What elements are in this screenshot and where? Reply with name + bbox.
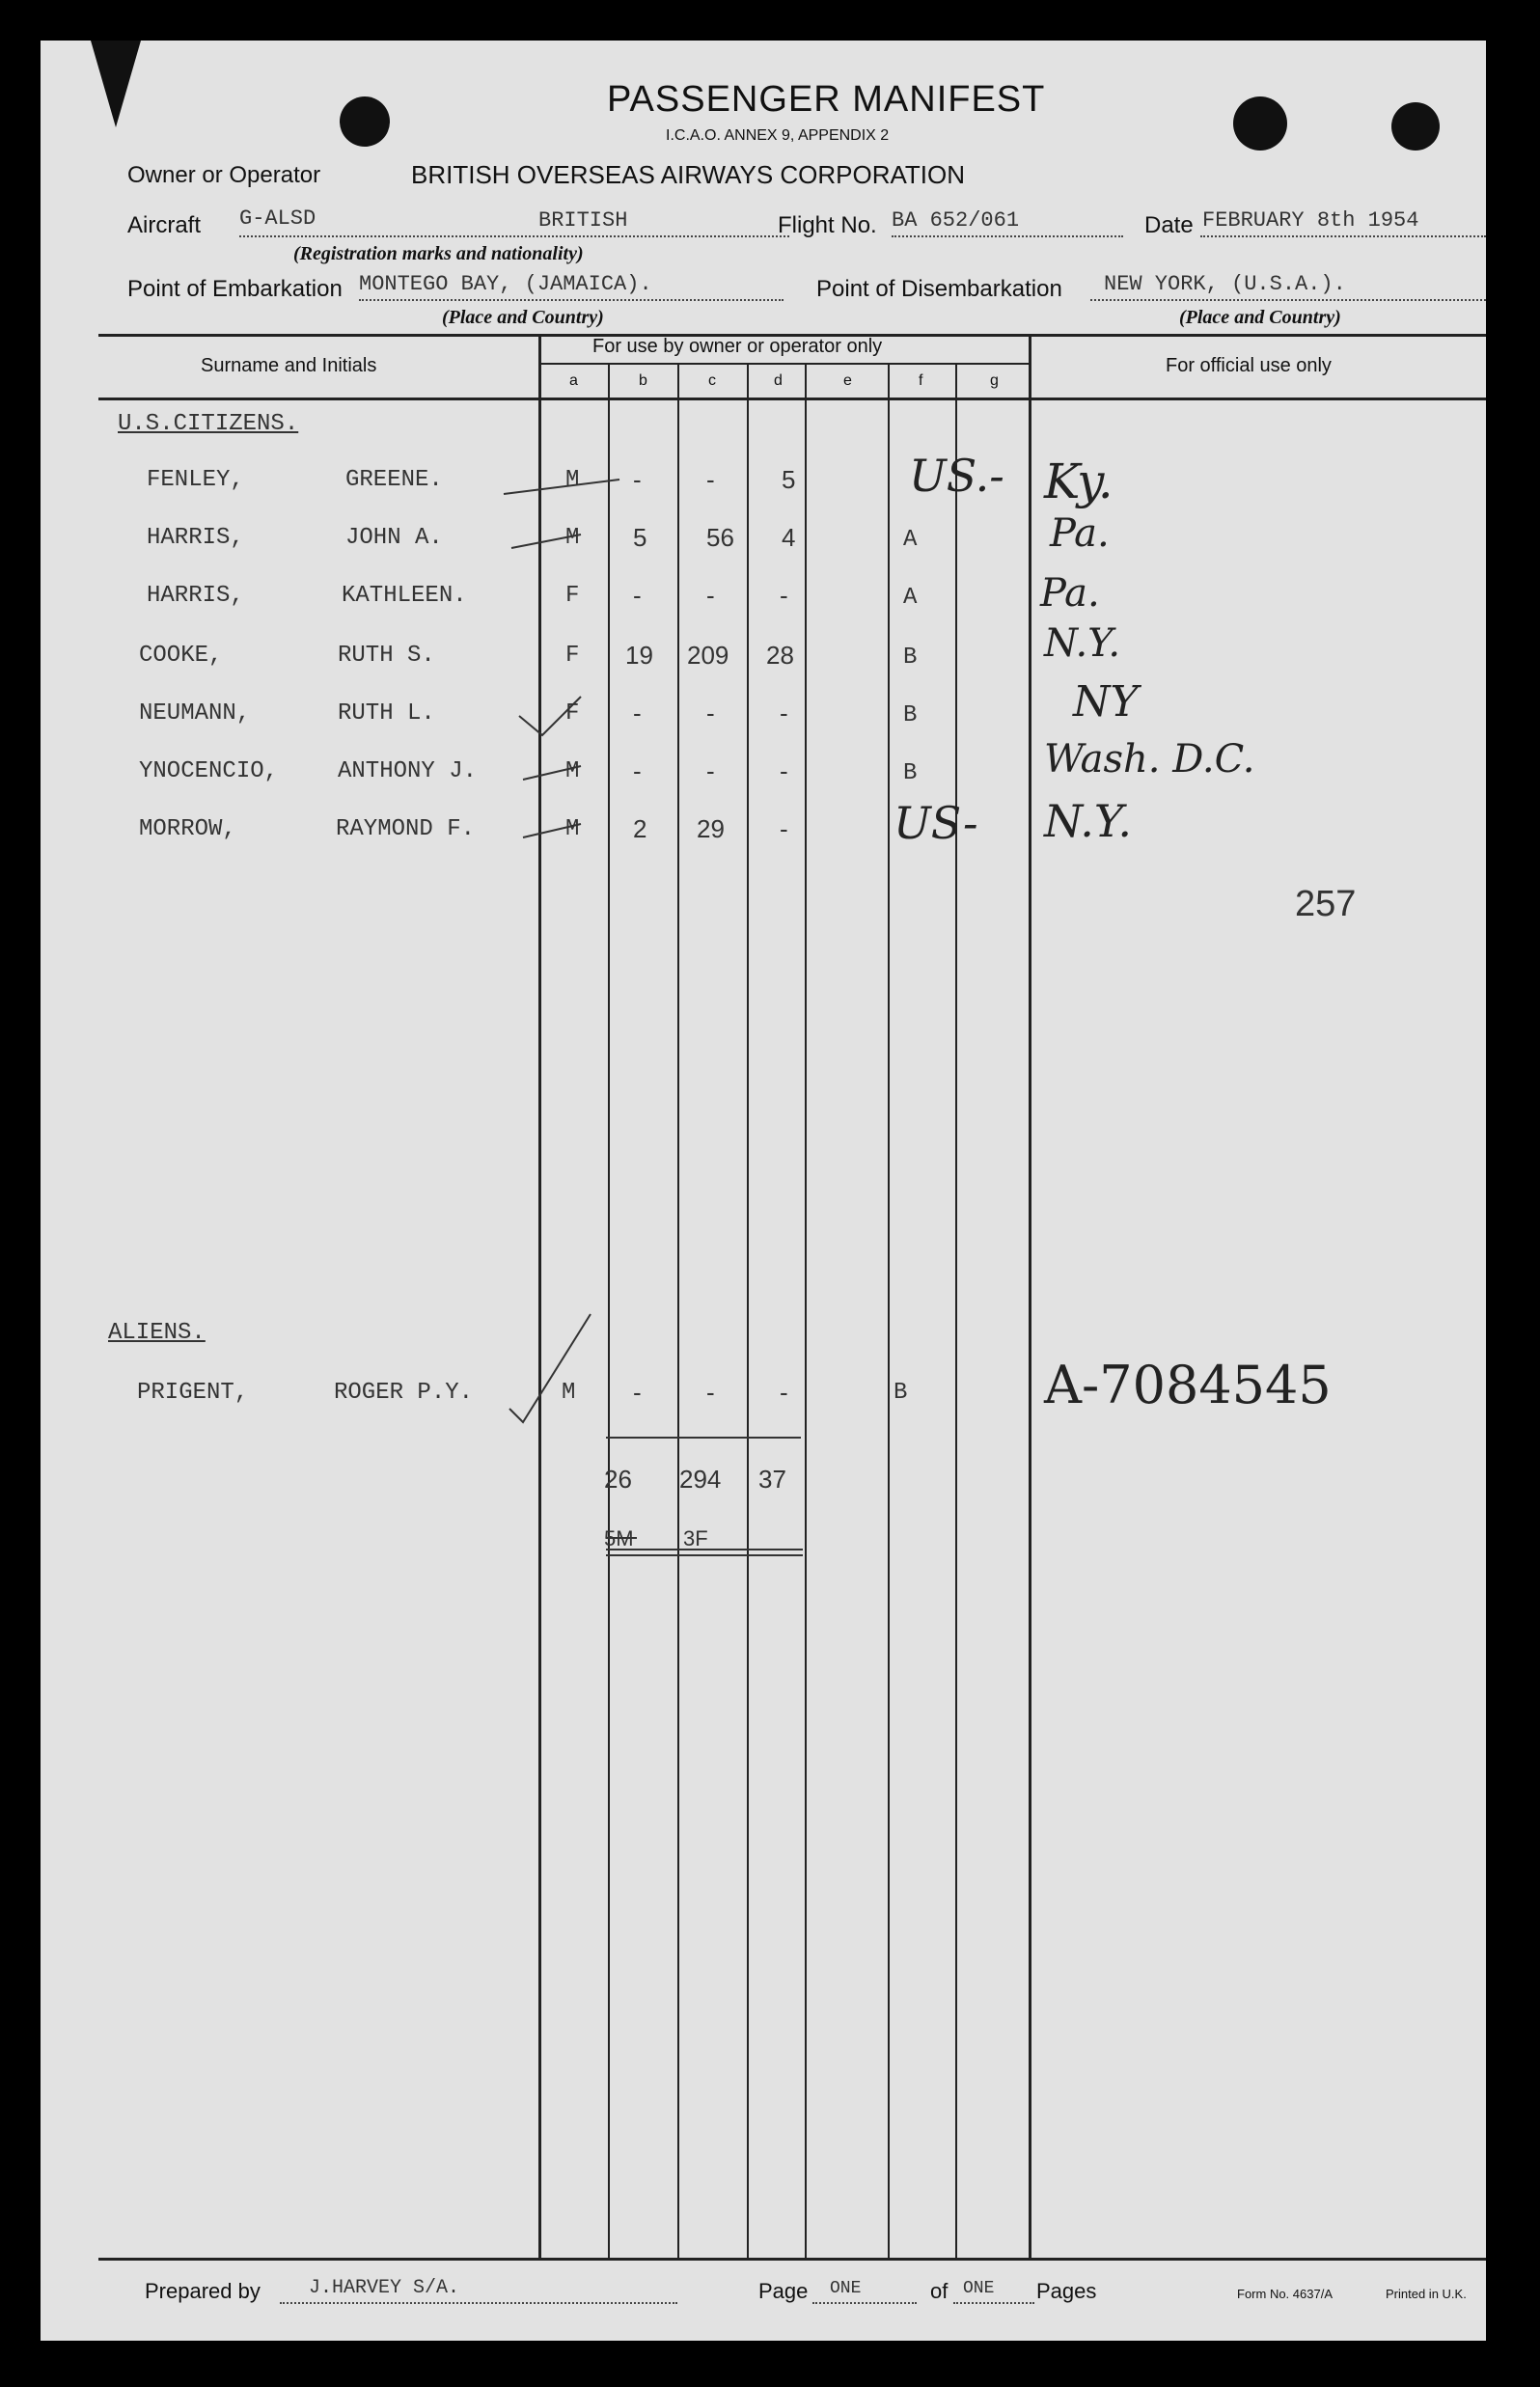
row-col-b: 19 (625, 641, 653, 670)
of-dots (953, 2302, 1034, 2304)
total-c: 294 (679, 1465, 722, 1494)
row-initials: JOHN A. (345, 525, 443, 551)
row-col-c: - (706, 1378, 715, 1407)
pages-label: Pages (1036, 2279, 1097, 2303)
row-official: Pa. (1040, 571, 1100, 616)
row-initials: GREENE. (345, 467, 443, 493)
row-col-c: 56 (706, 523, 734, 552)
header-official-use: For official use only (1166, 355, 1332, 376)
row-official: Wash. D.C. (1044, 737, 1255, 782)
row-col-f: B (894, 1380, 908, 1406)
printed-in: Printed in U.K. (1386, 2287, 1467, 2301)
row-col-d: - (780, 814, 788, 843)
form-subtitle: I.C.A.O. ANNEX 9, APPENDIX 2 (666, 127, 890, 144)
row-official: Pa. (1050, 511, 1110, 556)
row-col-b: 5 (633, 523, 647, 552)
row-col-b: - (633, 1378, 642, 1407)
date-label: Date (1144, 212, 1194, 238)
form-number: Form No. 4637/A (1237, 2287, 1333, 2301)
row-col-f: B (903, 760, 918, 786)
section-aliens: ALIENS. (108, 1320, 206, 1346)
owner-label: Owner or Operator (127, 162, 321, 188)
row-surname: PRIGENT, (137, 1380, 249, 1406)
row-initials: RAYMOND F. (336, 816, 476, 842)
total-b: 26 (604, 1465, 632, 1494)
date-value: FEBRUARY 8th 1954 (1202, 208, 1419, 233)
row-col-d: 4 (782, 523, 796, 552)
row-col-a: F (565, 643, 580, 669)
row-official: NY (1073, 677, 1139, 727)
row-col-a: M (565, 758, 580, 784)
row-official: Ky. (1044, 453, 1114, 509)
letter-f: f (919, 372, 923, 389)
row-surname: FENLEY, (147, 467, 244, 493)
row-col-f: B (903, 702, 918, 728)
total-male: 5M (604, 1526, 634, 1550)
row-col-a: M (562, 1380, 576, 1406)
row-col-a: F (565, 583, 580, 609)
row-col-f: B (903, 645, 918, 671)
letter-b: b (639, 372, 647, 389)
row-col-c: 29 (697, 814, 725, 843)
disembarkation-value: NEW YORK, (U.S.A.). (1104, 272, 1346, 296)
row-col-d: 5 (782, 465, 796, 494)
row-col-c: - (706, 699, 715, 727)
row-col-c: 209 (687, 641, 729, 670)
row-initials: RUTH S. (338, 643, 435, 669)
row-col-c: - (706, 465, 715, 494)
page-number: 257 (1295, 884, 1357, 924)
embarkation-caption: (Place and Country) (442, 307, 604, 328)
embarkation-label: Point of Embarkation (127, 276, 343, 302)
letter-g: g (990, 372, 999, 389)
row-initials: RUTH L. (338, 700, 435, 727)
row-col-a: M (565, 467, 580, 493)
row-official: N.Y. (1044, 795, 1132, 847)
row-col-a: M (565, 816, 580, 842)
total-d: 37 (758, 1465, 786, 1494)
row-col-b: - (633, 465, 642, 494)
row-col-b: - (633, 699, 642, 727)
row-surname: HARRIS, (147, 525, 244, 551)
row-col-f: US- (894, 797, 978, 849)
prepared-dots (280, 2302, 677, 2304)
letter-d: d (774, 372, 783, 389)
tick-marks (41, 41, 1486, 2341)
row-surname: MORROW, (139, 816, 236, 842)
letter-c: c (708, 372, 716, 389)
row-col-f: A (903, 527, 918, 553)
row-official: A-7084545 (1044, 1355, 1332, 1415)
embarkation-value: MONTEGO BAY, (JAMAICA). (359, 272, 652, 296)
header-surname: Surname and Initials (201, 355, 377, 376)
letter-e: e (843, 372, 852, 389)
row-surname: YNOCENCIO, (139, 758, 279, 784)
row-col-f: US.- (909, 450, 1004, 502)
prepared-value: J.HARVEY S/A. (309, 2277, 460, 2299)
aircraft-label: Aircraft (127, 212, 202, 238)
row-col-c: - (706, 581, 715, 610)
aircraft-nationality: BRITISH (538, 208, 628, 233)
total-female: 3F (683, 1526, 708, 1550)
of-label: of (930, 2279, 949, 2303)
page-value: ONE (830, 2279, 862, 2298)
row-col-b: - (633, 756, 642, 785)
row-col-b: - (633, 581, 642, 610)
form-title: PASSENGER MANIFEST (607, 79, 1046, 120)
row-col-d: - (780, 1378, 788, 1407)
page-dots (812, 2302, 917, 2304)
page-label: Page (758, 2279, 809, 2303)
row-surname: HARRIS, (147, 583, 244, 609)
disembarkation-caption: (Place and Country) (1179, 307, 1341, 328)
row-surname: NEUMANN, (139, 700, 251, 727)
header-owner-use: For use by owner or operator only (592, 336, 883, 357)
row-col-a: F (565, 700, 580, 727)
row-initials: KATHLEEN. (342, 583, 467, 609)
row-col-f: A (903, 585, 918, 611)
manifest-page (41, 41, 1486, 2341)
row-official: N.Y. (1044, 621, 1121, 666)
row-col-d: - (780, 699, 788, 727)
section-us-citizens: U.S.CITIZENS. (118, 411, 299, 437)
flight-number: BA 652/061 (892, 208, 1020, 233)
owner-value: BRITISH OVERSEAS AIRWAYS CORPORATION (411, 160, 966, 189)
aircraft-registration: G-ALSD (239, 206, 316, 231)
flight-label: Flight No. (778, 212, 877, 238)
row-col-a: M (565, 525, 580, 551)
of-value: ONE (963, 2279, 995, 2298)
row-initials: ANTHONY J. (338, 758, 478, 784)
row-col-d: 28 (766, 641, 794, 670)
row-col-c: - (706, 756, 715, 785)
row-surname: COOKE, (139, 643, 223, 669)
row-col-d: - (780, 756, 788, 785)
row-initials: ROGER P.Y. (334, 1380, 474, 1406)
registration-caption: (Registration marks and nationality) (293, 243, 584, 264)
row-col-b: 2 (633, 814, 647, 843)
letter-a: a (569, 372, 578, 389)
disembarkation-label: Point of Disembarkation (816, 276, 1062, 302)
row-col-d: - (780, 581, 788, 610)
prepared-label: Prepared by (145, 2279, 261, 2303)
